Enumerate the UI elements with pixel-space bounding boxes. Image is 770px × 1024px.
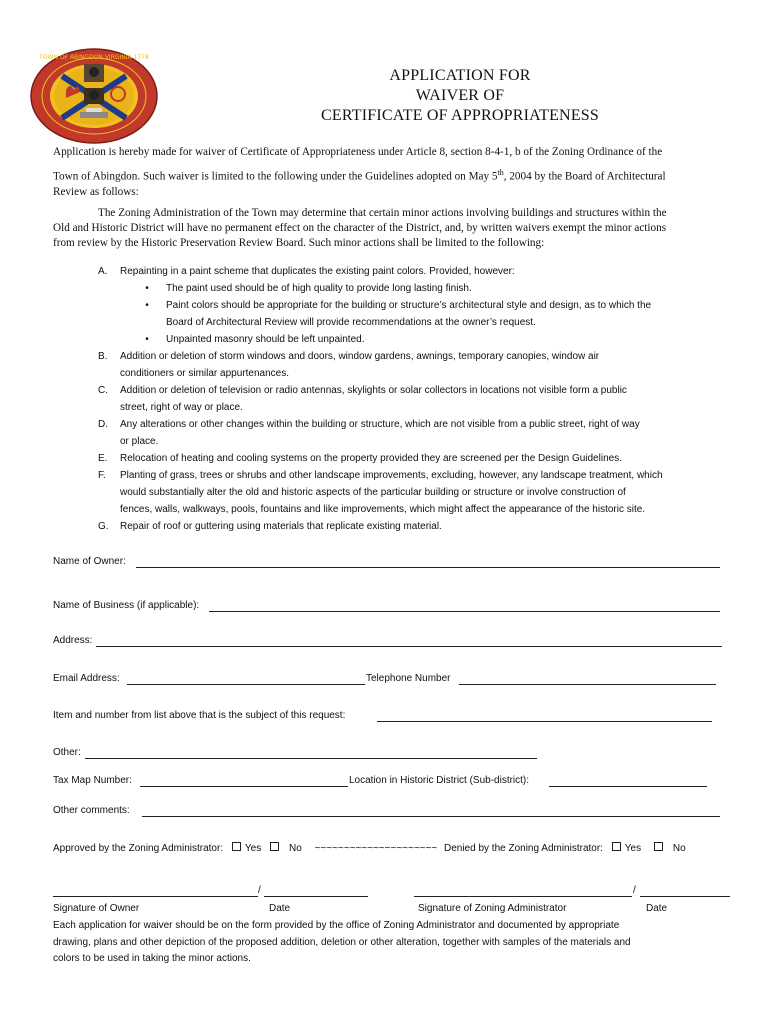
owner-date-input[interactable] [264, 896, 368, 897]
denied-no-label: No [672, 843, 686, 854]
list-text-cont: street, right of way or place. [120, 402, 243, 413]
tax-map-label: Tax Map Number: [53, 775, 132, 786]
owner-signature-input[interactable] [53, 896, 258, 897]
list-letter: E. [98, 453, 108, 464]
address-input[interactable] [96, 646, 722, 647]
approval-separator: ~~~~~~~~~~~~~~~~~~~~~ [314, 843, 438, 854]
title-line-2: WAIVER OF [415, 87, 505, 104]
item-number-label: Item and number from list above that is the subject of this request: [53, 710, 346, 721]
email-label: Email Address: [53, 673, 120, 684]
bullet-text: Unpainted masonry should be left unpainted. [166, 334, 365, 345]
footer-note [53, 918, 631, 968]
list-text: Addition or deletion of television or radio antennas, skylights or solar collectors in locations not visible form a public [120, 385, 627, 396]
business-input[interactable] [209, 611, 720, 612]
telephone-label: Telephone Number [366, 673, 451, 684]
list-item-e [98, 450, 738, 467]
bullet-text: The paint used should be of high quality to provide long lasting finish. [166, 283, 472, 294]
email-input[interactable] [127, 684, 365, 685]
list-item-d [98, 416, 738, 450]
list-text: Relocation of heating and cooling systems on the property provided they are screened per the Design Guidelines. [120, 453, 622, 464]
list-item-g [98, 518, 738, 535]
address-label: Address: [53, 635, 93, 646]
admin-date-label: Date [646, 903, 668, 914]
bullet-item-2 [98, 297, 738, 331]
list-text-cont: fences, walls, walkways, pools, fountains and like improvements, which might affect the appearance of the historic site. [120, 504, 646, 515]
comments-label: Other comments: [53, 805, 130, 816]
approved-yes-checkbox[interactable] [232, 842, 241, 851]
other-input[interactable] [85, 758, 537, 759]
list-letter: B. [98, 351, 108, 362]
approved-yes-label: Yes [244, 843, 262, 854]
intro-paragraph [53, 145, 733, 200]
list-text-cont: conditioners or similar appurtenances. [120, 368, 289, 379]
zoning-line-3: from review by the Historic Preservation Review Board. Such minor actions shall be limited to the following: [53, 237, 545, 249]
list-text: Planting of grass, trees or shrubs and other landscape improvements, excluding, however, any landscape treatment, which [120, 470, 663, 481]
denied-label: Denied by the Zoning Administrator: [443, 843, 603, 854]
approval-row [53, 842, 686, 856]
denied-no-checkbox[interactable] [654, 842, 663, 851]
admin-signature-input[interactable] [414, 896, 632, 897]
admin-slash: / [633, 885, 636, 896]
minor-actions-list [98, 263, 738, 535]
list-item-a [98, 263, 738, 280]
list-text-cont: would substantially alter the old and historic aspects of the particular building or structure or involve construction of [120, 487, 626, 498]
intro-line-2a: Town of Abingdon. Such waiver is limited to the following under the Guidelines adopted on May 5 [53, 170, 498, 183]
approved-no-label: No [288, 843, 302, 854]
list-text-cont: or place. [120, 436, 159, 447]
business-label: Name of Business (if applicable): [53, 600, 200, 611]
comments-input[interactable] [142, 816, 720, 817]
list-letter: F. [98, 470, 106, 481]
zoning-line-1: The Zoning Administration of the Town may determine that certain minor actions involving buildings and structures within the [98, 207, 667, 219]
zoning-paragraph [53, 206, 753, 251]
other-label: Other: [53, 747, 81, 758]
denied-yes-checkbox[interactable] [612, 842, 621, 851]
list-item-b [98, 348, 738, 382]
bullet-text: Paint colors should be appropriate for the building or structure’s architectural style and design, as to which the [166, 300, 652, 311]
list-text: Any alterations or other changes within the building or structure, which are not visible from a public street, right of way [120, 419, 640, 430]
list-item-f [98, 467, 738, 518]
owner-signature-label: Signature of Owner [53, 903, 140, 914]
owner-input[interactable] [136, 567, 720, 568]
denied-yes-label: Yes [624, 843, 642, 854]
footer-line-2: drawing, plans and other depiction of the proposed addition, deletion or other alteration, together with samples of the materials and [53, 936, 631, 948]
owner-date-label: Date [269, 903, 291, 914]
list-item-c [98, 382, 738, 416]
title-line-1: APPLICATION FOR [389, 67, 531, 84]
footer-line-1: Each application for waiver should be on the form provided by the office of Zoning Administrator and documented by appropriate [53, 920, 620, 931]
bullet-icon: • [145, 334, 149, 345]
bullet-text-cont: Board of Architectural Review will provide recommendations at the owner’s request. [166, 317, 536, 328]
owner-slash: / [258, 885, 261, 896]
approved-no-checkbox[interactable] [270, 842, 279, 851]
item-number-input[interactable] [377, 721, 712, 722]
bullet-icon: • [145, 300, 149, 311]
footer-line-3: colors to be used in taking the minor actions. [53, 953, 251, 964]
approved-label: Approved by the Zoning Administrator: [53, 843, 224, 854]
intro-line-3: Review as follows: [53, 185, 139, 198]
bullet-item-3 [98, 331, 738, 348]
form-title [260, 66, 660, 126]
seal-text: TOWN OF ABINGDON VIRGINIA 1778 [39, 54, 149, 61]
list-letter: A. [98, 266, 108, 277]
title-line-3: CERTIFICATE OF APPROPRIATENESS [321, 107, 599, 124]
list-text: Repair of roof or guttering using materials that replicate existing material. [120, 521, 442, 532]
tax-map-input[interactable] [140, 786, 348, 787]
bullet-icon: • [145, 283, 149, 294]
intro-line-2b: , 2004 by the Board of Architectural [503, 170, 666, 183]
admin-date-input[interactable] [640, 896, 730, 897]
intro-sup: th [497, 168, 504, 177]
location-input[interactable] [549, 786, 707, 787]
bullet-item-1 [98, 280, 738, 297]
town-seal-logo [30, 48, 158, 144]
list-letter: G. [98, 521, 109, 532]
telephone-input[interactable] [459, 684, 716, 685]
location-label: Location in Historic District (Sub-district): [349, 775, 530, 786]
list-letter: D. [98, 419, 108, 430]
list-text: Repainting in a paint scheme that duplicates the existing paint colors. Provided, however: [120, 266, 515, 277]
intro-line-1: Application is hereby made for waiver of Certificate of Appropriateness under Article 8, section 8-4-1, b of the Zoning Ordinance of the [53, 146, 663, 158]
list-text: Addition or deletion of storm windows and doors, window gardens, awnings, temporary canopies, window air [120, 351, 600, 362]
intro-line-2 [53, 165, 733, 185]
admin-signature-label: Signature of Zoning Administrator [418, 903, 567, 914]
owner-label: Name of Owner: [53, 556, 126, 567]
list-letter: C. [98, 385, 108, 396]
zoning-line-2: Old and Historic District will have no permanent effect on the character of the District, and, by written waivers exempt the minor actions [53, 222, 667, 234]
